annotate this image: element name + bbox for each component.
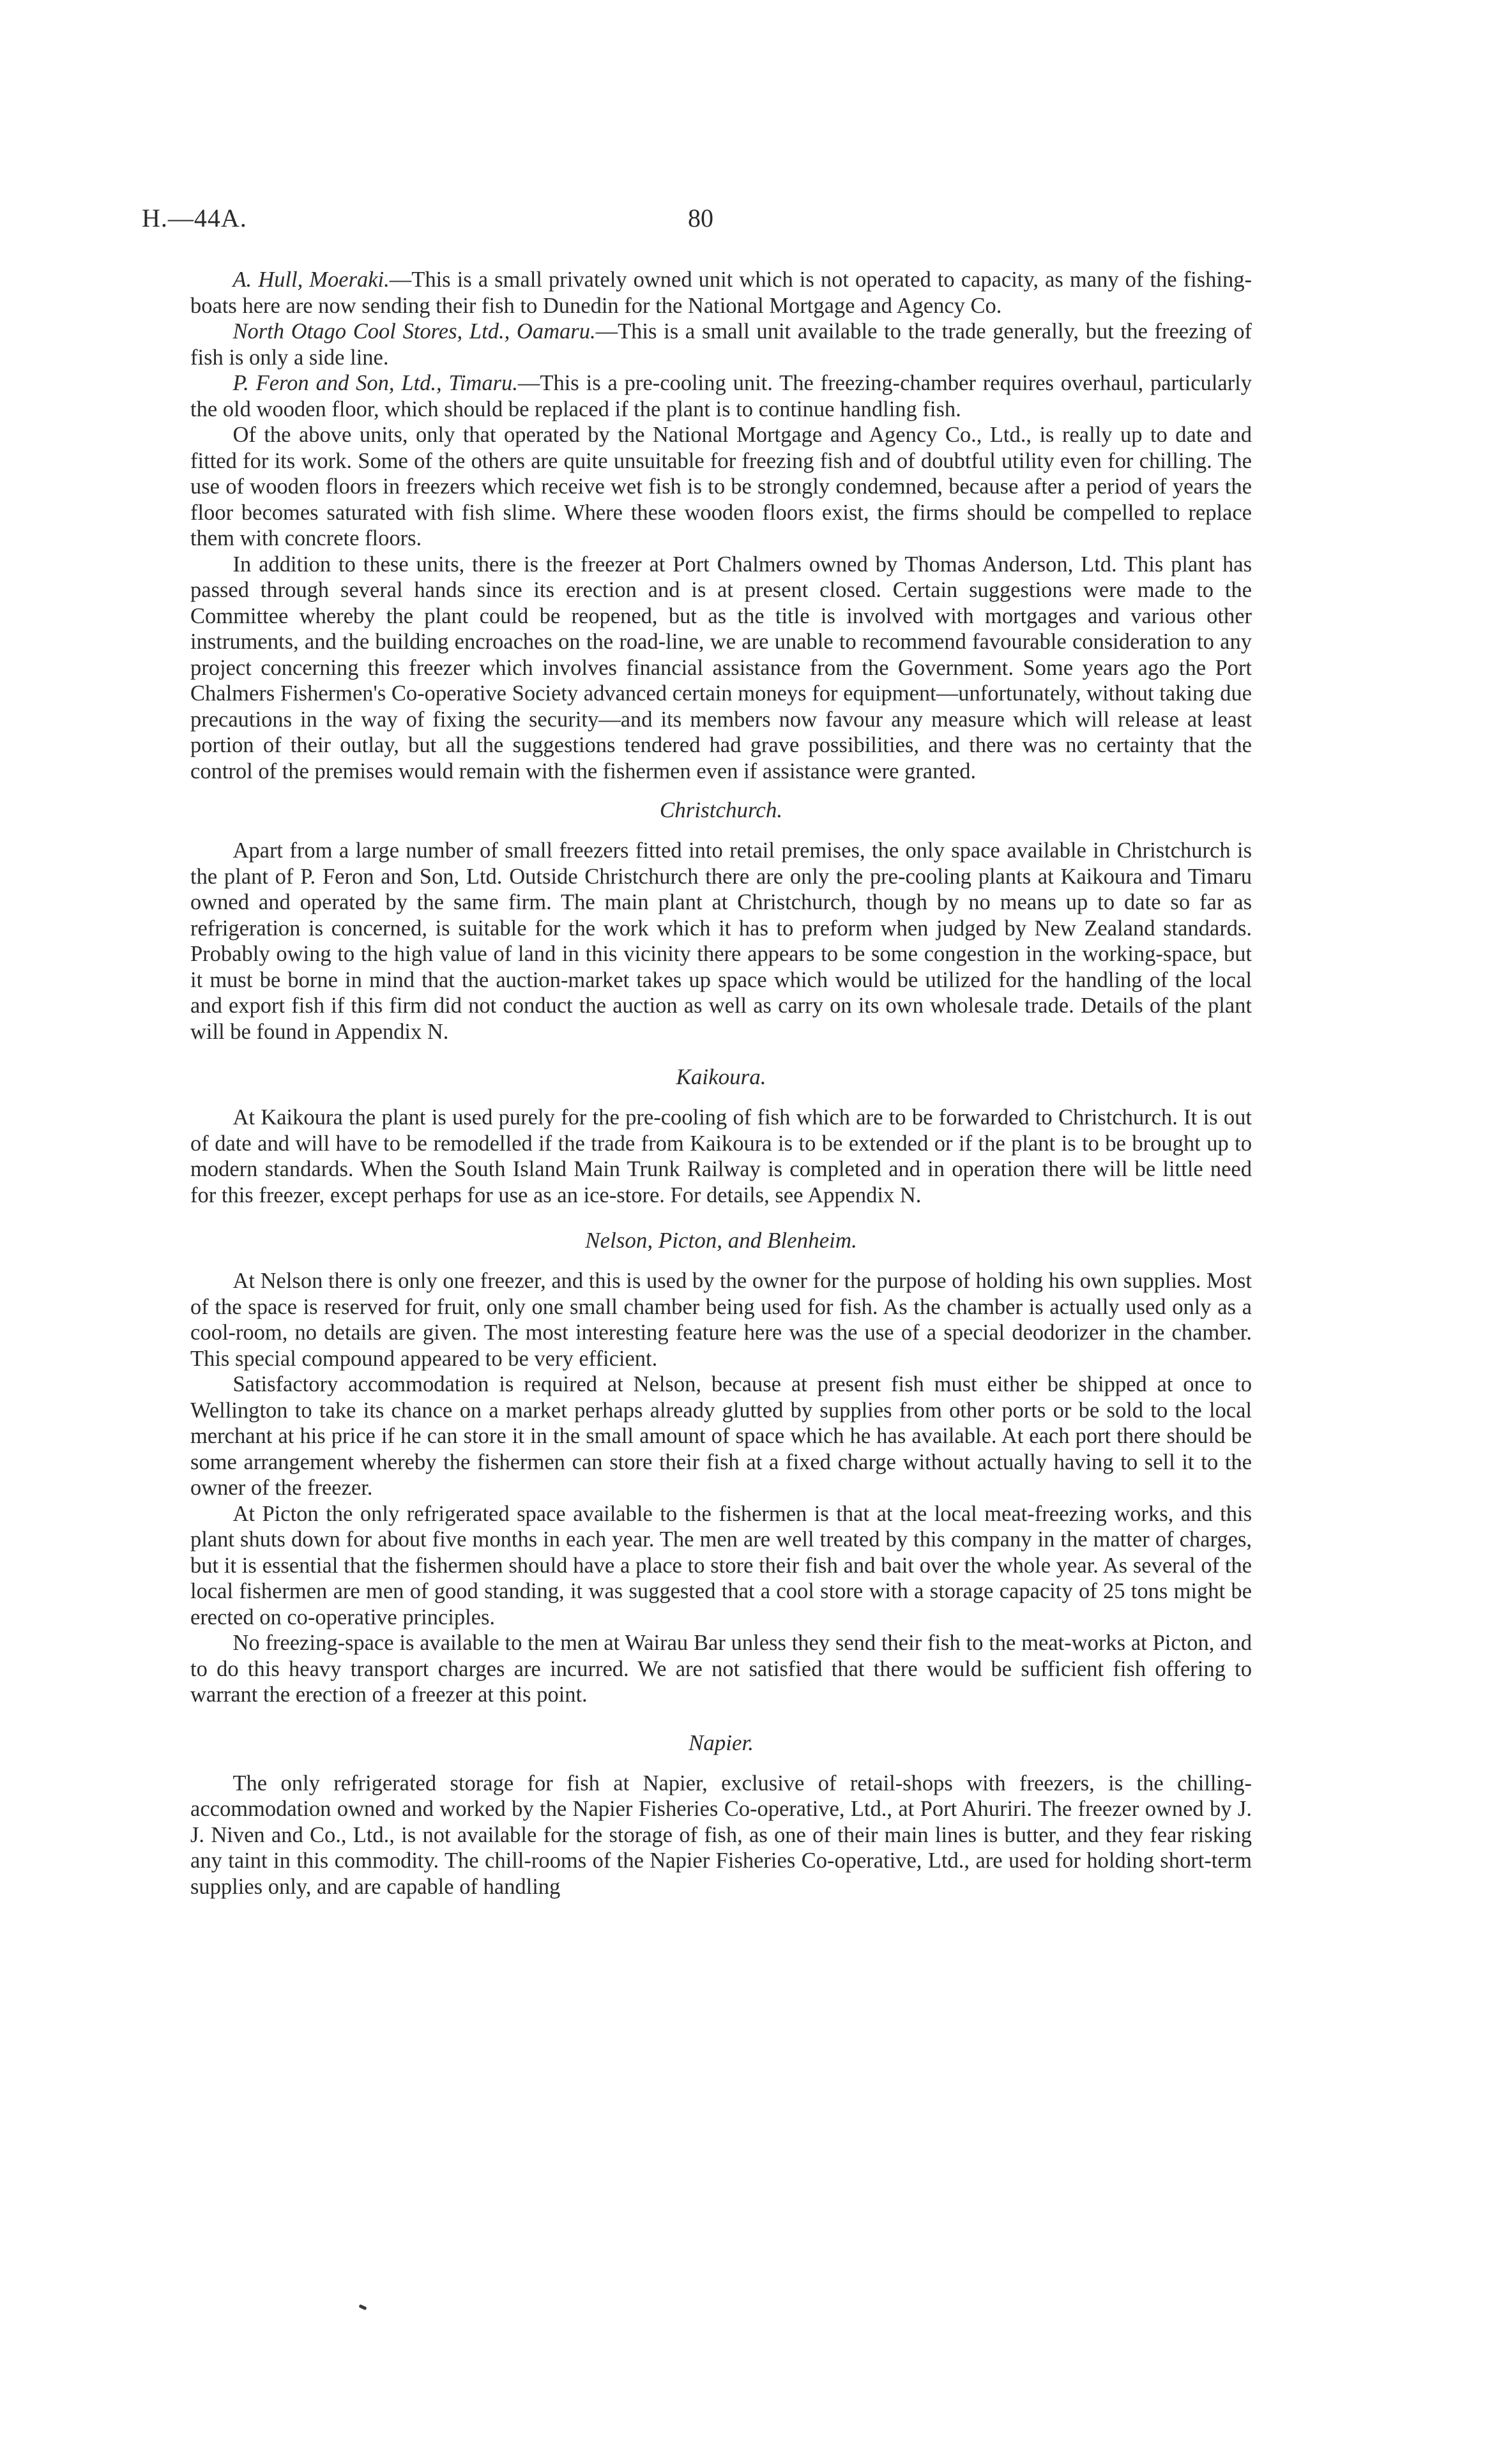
entry-text: —This is a small unit available to the trade generally, but the freezing of fish is only a side line.	[190, 319, 1252, 370]
paragraph-nelson-1: At Nelson there is only one freezer, and this is used by the owner for the purpose of holding his own supplies. Most of the space is reserved for fruit, only one small chamber being used for fish. As the chamber is actually used only as a cool-room, no details are given. The most interesting feature here was the use of a special deodorizer in the chamber. This special compound appeared to be very efficient.	[190, 1269, 1252, 1371]
paragraph-above-units: Of the above units, only that operated by the National Mortgage and Agency Co., Ltd., is really up to date and fitted for its work. Some of the others are quite unsuitable for freezing fish and of doubtful utility even for chilling. The use of wooden floors in freezers which receive wet fish is to be strongly condemned, because after a period of years the floor becomes saturated with fish slime. Where these wooden floors exist, the firms should be compelled to replace them with concrete floors.	[190, 423, 1252, 550]
paragraph-wairau: No freezing-space is available to the men at Wairau Bar unless they send their fish to the meat-works at Picton, and to do this heavy transport charges are incurred. We are not satisfied that there would be sufficient fish offering to warrant the erection of a freezer at this point.	[190, 1631, 1252, 1707]
entry-name: North Otago Cool Stores, Ltd., Oamaru.	[232, 319, 596, 344]
page-number: 80	[688, 204, 713, 232]
page-body	[190, 267, 1252, 1900]
paragraph-picton: At Picton the only refrigerated space available to the fishermen is that at the local meat-freezing works, and this plant shuts down for about five months in each year. The men are well treated by this company in the matter of charges, but it is essential that the fishermen should have a place to store their fish and bait over the whole year. As several of the local fishermen are men of good standing, it was suggested that a cool store with a storage capacity of 25 tons might be erected on co-operative principles.	[190, 1501, 1252, 1629]
entry-hull-moeraki	[190, 267, 1252, 319]
entry-feron-timaru	[190, 370, 1252, 422]
heading-nelson-picton-blenheim: Nelson, Picton, and Blenheim.	[585, 1228, 857, 1253]
paragraph-napier: The only refrigerated storage for fish at Napier, exclusive of retail-shops with freezers, is the chilling-accommodation owned and worked by the Napier Fisheries Co-operative, Ltd., at Port Ahuriri. The freezer owned by J. J. Niven and Co., Ltd., is not available for the storage of fish, as one of their main lines is butter, and they fear risking any taint in this commodity. The chill-rooms of the Napier Fisheries Co-operative, Ltd., are used for holding short-term supplies only, and are capable of handling	[190, 1771, 1252, 1899]
entry-name: A. Hull, Moeraki.	[232, 268, 390, 292]
heading-christchurch: Christchurch.	[659, 797, 783, 822]
heading-napier: Napier.	[688, 1730, 754, 1755]
paragraph-port-chalmers: In addition to these units, there is the freezer at Port Chalmers owned by Thomas Anderson, Ltd. This plant has passed through several hands since its erection and is at present closed. Certain suggestions were made to the Committee whereby the plant could be reopened, but as the title is involved with mortgages and various other instruments, and the building encroaches on the road-line, we are unable to recommend favourable consideration to any project concerning this freezer which involves financial assistance from the Government. Some years ago the Port Chalmers Fishermen's Co-operative Society advanced certain moneys for equipment—unfortunately, without taking due precautions in the way of fixing the security—and its members now favour any measure which will release at least portion of their outlay, but all the suggestions tendered had grave possibilities, and there was no certainty that the control of the premises would remain with the fishermen even if assistance were granted.	[190, 552, 1252, 783]
entry-text: —This is a small privately owned unit which is not operated to capacity, as many of the fishing-boats here are now sending their fish to Dunedin for the National Mortgage and Agency Co.	[190, 268, 1252, 318]
paragraph-nelson-2: Satisfactory accommodation is required at Nelson, because at present fish must either be shipped at once to Wellington to take its chance on a market perhaps already glutted by supplies from other ports or be sold to the local merchant at his price if he can store it in the small amount of space which he has available. At each port there should be some arrangement whereby the fishermen can store their fish at a fixed charge without actually having to sell it to the owner of the freezer.	[190, 1372, 1252, 1500]
heading-kaikoura: Kaikoura.	[676, 1064, 766, 1089]
paragraph-kaikoura: At Kaikoura the plant is used purely for the pre-cooling of fish which are to be forwarded to Christchurch. It is out of date and will have to be remodelled if the trade from Kaikoura is to be extended or if the plant is to be brought up to modern standards. When the South Island Main Trunk Railway is completed and in operation there will be little need for this freezer, except perhaps for use as an ice-store. For details, see Appendix N.	[190, 1105, 1252, 1207]
page-header	[142, 203, 1357, 241]
entry-name: P. Feron and Son, Ltd., Timaru.	[232, 371, 518, 395]
paragraph-christchurch: Apart from a large number of small freezers fitted into retail premises, the only space available in Christchurch is the plant of P. Feron and Son, Ltd. Outside Christchurch there are only the pre-cooling plants at Kaikoura and Timaru owned and operated by the same firm. The main plant at Christchurch, though by no means up to date so far as refrigeration is concerned, is suitable for the work which it has to preform when judged by New Zealand standards. Probably owing to the high value of land in this vicinity there appears to be some congestion in the working-space, but it must be borne in mind that the auction-market takes up space which would be utilized for the handling of the local and export fish if this firm did not conduct the auction as well as carry on its own wholesale trade. Details of the plant will be found in Appendix N.	[190, 838, 1252, 1044]
entry-north-otago	[190, 319, 1252, 370]
entry-text: —This is a pre-cooling unit. The freezing-chamber requires overhaul, particularly the old wooden floor, which should be replaced if the plant is to continue handling fish.	[190, 371, 1252, 421]
ink-mark	[359, 2304, 367, 2311]
document-reference: H.—44A.	[142, 204, 247, 232]
